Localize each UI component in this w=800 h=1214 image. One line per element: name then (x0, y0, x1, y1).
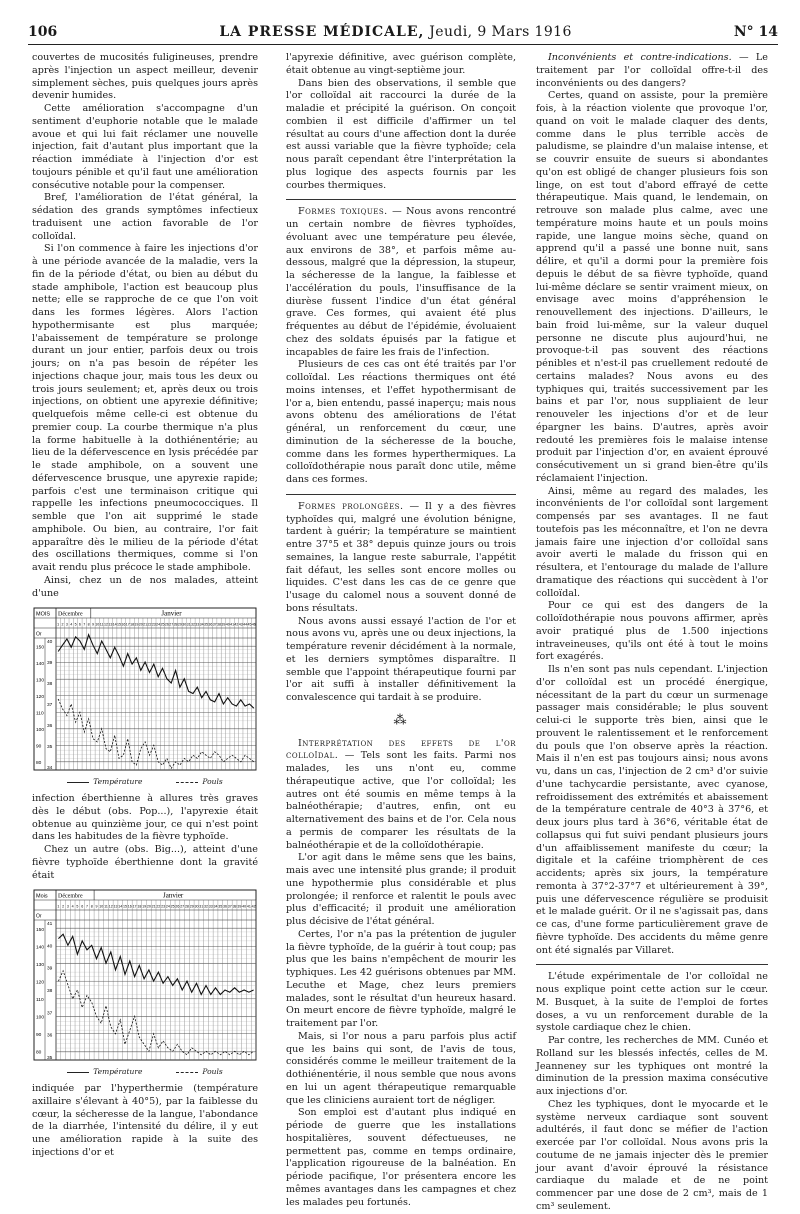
day-tick-label: 24 (156, 622, 161, 627)
day-tick-label: 16 (127, 904, 132, 909)
day-tick-label: 19 (134, 622, 139, 627)
pulse-tick-label: 80 (36, 1050, 42, 1056)
paragraph: indiquée par l'hyperthermie (température axillaire s'élevant à 40°5), par la faiblesse du cœur, la sécheresse de la langue, l'abondance de la diarrhée, l'intensité du délire, il y eut une amélioration rapide à la suite des injections d'or et (32, 1083, 258, 1158)
temperature-tick-label: 37 (47, 1011, 53, 1017)
temperature-tick-label: 35 (47, 745, 53, 751)
day-tick-label: 14 (118, 904, 123, 909)
paragraph-prolonged-forms (286, 501, 516, 616)
day-tick-label: 29 (177, 622, 182, 627)
day-tick-label: 11 (99, 622, 104, 627)
pulse-tick-label: 120 (36, 695, 45, 700)
day-tick-label: 8 (87, 622, 90, 627)
column-3 (536, 52, 768, 1214)
day-tick-label: 23 (151, 622, 156, 627)
month-label: MOIS (36, 611, 51, 618)
day-tick-label: 17 (125, 622, 130, 627)
day-tick-label: 3 (66, 904, 69, 909)
day-tick-label: 26 (164, 622, 169, 627)
day-tick-label: 14 (112, 622, 117, 627)
paragraph: Son emploi est d'autant plus indiqué en période de guerre que les installations hospitalières, souvent défectueuses, ne permettent pas, comme en temps ordinaire, l'application rigoureuse de la balnéation. En période pacifique, l'or présentera encore les mêmes avantages dans les campagnes et chez les malades peu fortunés. (286, 1107, 516, 1208)
day-tick-label: 45 (247, 622, 252, 627)
day-tick-label: 28 (184, 904, 189, 909)
day-tick-label: 20 (138, 622, 143, 627)
pulse-tick-label: 110 (36, 998, 44, 1003)
section-heading-interpretation: Interprétation des effets de l'or colloïdal. (286, 737, 516, 762)
pulse-tick-label: 80 (36, 761, 42, 766)
day-tick-label: 37 (227, 904, 232, 909)
day-tick-label: 35 (218, 904, 223, 909)
day-tick-label: 28 (173, 622, 178, 627)
day-tick-label: 21 (143, 622, 148, 627)
paragraph-interpretation (286, 738, 516, 853)
temperature-chart-1 (32, 606, 258, 789)
day-tick-label: 6 (81, 904, 84, 909)
day-tick-label: 4 (70, 622, 73, 627)
paragraph-toxic-forms (286, 206, 516, 359)
legend-temperature: Température (67, 776, 142, 789)
day-tick-label: 41 (230, 622, 235, 627)
pulse-tick-label: 150 (36, 928, 45, 933)
paragraph: L'étude expérimentale de l'or colloïdal ne nous explique point cette action sur le cœur. M. Busquet, à la suite de l'emploi de fortes doses, a vu un renforcement durable de la systole cardiaque chez le chien. (536, 971, 768, 1034)
day-tick-label: 10 (95, 622, 100, 627)
paragraph-text: — Nous avons rencontré un certain nombre de fièvres typhoïdes, évoluant avec une température peu élevée, aux environs de 38°, et parfois même au-dessous, malgré que la dépression, la stupeur, la sécheresse de la langue, la faiblesse et l'accélération du pouls, l'insuffisance de la diurèse fussent l'indice d'un état général grave. Ces formes, qui avaient été plus fréquentes au début de l'épidémie, évoluaient chez des soldats épuisés par la fatigue et incapables de faire les frais de l'infection. (286, 206, 516, 358)
day-tick-label: 32 (204, 904, 208, 909)
paragraph: Bref, l'amélioration de l'état général, la sédation des grands symptômes infectieux traduisent une action favorable de l'or colloïdal. (32, 192, 258, 242)
day-tick-label: 40 (225, 622, 230, 627)
divider (286, 494, 516, 495)
day-tick-label: 33 (195, 622, 200, 627)
day-tick-label: 36 (223, 904, 228, 909)
paragraph: Certes, l'or n'a pas la prétention de juguler la fièvre typhoïde, de la guérir à tout coup; pas plus que les bains n'empêchent de mourir les typhiques. Les 42 guérisons obtenues par MM. Lecuthe et Mage, chez leurs premiers malades, sont le résultat d'un heureux hasard. On meurt encore de fièvre typhoïde, malgré le traitement par l'or. (286, 928, 516, 1029)
month-label: Janvier (161, 609, 182, 618)
chart-2-svg (32, 888, 258, 1064)
legend-pulse: Pouls (176, 1066, 222, 1079)
day-tick-label: 9 (95, 904, 98, 909)
column-2 (286, 52, 516, 1209)
chart-1-legend (32, 776, 258, 789)
day-tick-label: 22 (147, 622, 152, 627)
day-tick-label: 33 (208, 904, 213, 909)
pulse-tick-label: 140 (36, 662, 45, 667)
paragraph: Par contre, les recherches de MM. Cunéo et Rolland sur les blessés infectés, celles de M. Jeanneney sur les typhiques ont montré la diminution de la pression maxima consécutive aux injections d'or. (536, 1035, 768, 1097)
paragraph-inconvenients (536, 52, 768, 90)
day-tick-label: 34 (213, 904, 218, 909)
day-tick-label: 24 (165, 904, 170, 909)
day-tick-label: 5 (76, 904, 79, 909)
day-tick-label: 46 (251, 622, 256, 627)
day-tick-label: 42 (234, 622, 239, 627)
section-heading-prolonged-forms: Formes prolongées. (298, 500, 404, 512)
day-tick-label: 30 (194, 904, 199, 909)
day-tick-label: 18 (130, 622, 135, 627)
divider (536, 964, 768, 965)
day-tick-label: 32 (190, 622, 195, 627)
paragraph: Dans bien des observations, il semble que l'or colloïdal ait raccourci la durée de la maladie et précipité la guérison. On conçoit combien il est difficile d'affirmer un tel résultat au cours d'une affection dont la durée est aussi variable que la fièvre typhoïde; cela nous paraît cependant être l'interprétation la plus logique des aspects fournis par les courbes thermiques. (286, 77, 516, 191)
paragraph: Ils n'en sont pas nuls cependant. L'injection d'or colloïdal est un procédé énergique, nécessitant de la part du cœur un surmenage passager mais considérable; le plus souvent celui-ci le supporte très bien, ainsi que le prouvent le ralentissement et le renforcement du pouls que l'on observe après la réaction. Mais il n'en est pas toujours ainsi; nous avons vu, dans un cas, l'injection de 2 cm³ d'or suivie d'une tachycardie persistante, avec cyanose, refroidissement des extrémités et abaissement de la température centrale de 40°3 à 37°6, et deux jours plus tard à 36°6, véritable état de collapsus qui fut suivi pendant plusieurs jours d'un affaiblissement manifeste du cœur; la digitale et la caféine triomphèrent de ces accidents; après six jours, la température remonta à 37°2-37°7 et ultérieurement à 39°, puis une défervescence régulière se produisit et le malade guérit. Or il ne s'agissait pas, dans ce cas, d'une forme particulièrement grave de fièvre typhoïde. Des accidents du même genre ont été signalés par Villaret. (536, 664, 768, 956)
paragraph: Nous avons aussi essayé l'action de l'or et nous avons vu, après une ou deux injections, la température revenir décidément à la normale, et les derniers symptômes disparaître. Il semble que l'appoint thérapeutique fourni par l'or ait suffi à installer définitivement la convalescence qui tardait à se produire. (286, 615, 516, 703)
day-tick-label: 38 (232, 904, 237, 909)
day-tick-label: 11 (104, 904, 108, 909)
temperature-tick-label: 40 (47, 640, 53, 646)
divider (286, 199, 516, 200)
day-tick-label: 41 (246, 904, 251, 909)
day-tick-label: 1 (57, 904, 60, 909)
journal-name: LA PRESSE MÉDICALE, (219, 24, 425, 40)
day-tick-label: 16 (121, 622, 126, 627)
day-tick-label: 23 (161, 904, 166, 909)
day-tick-label: 25 (160, 622, 165, 627)
paragraph-text: — Il y a des fièvres typhoïdes qui, malgré une évolution bénigne, tardent à guérir; la température se maintient entre 37°5 et 38° depuis quinze jours ou trois semaines, la langue reste saburrale, l'appétit fait défaut, les selles sont encore molles ou liquides. C'est dans les cas de ce genre que l'usage du calomel nous a souvent donné de bons résultats. (286, 500, 516, 614)
day-tick-label: 4 (71, 904, 74, 909)
pulse-tick-label: 110 (36, 711, 44, 717)
chart-1-svg (32, 606, 258, 774)
day-tick-label: 21 (151, 904, 156, 909)
day-tick-label: 40 (242, 904, 247, 909)
paragraph: Plusieurs de ces cas ont été traités par l'or colloïdal. Les réactions thermiques ont été moins intenses, et l'effet hypothermisant de l'or a, bien entendu, passé inaperçu; mais nous avons obtenu des améliorations de l'état général, un renforcement du cœur, une diminution de la sécheresse de la bouche, comme dans les formes hyperthermiques. La colloïdothérapie nous paraît donc utile, même dans ces formes. (286, 359, 516, 485)
temperature-tick-label: 39 (47, 966, 53, 972)
day-tick-label: 15 (123, 904, 128, 909)
day-tick-label: 30 (182, 622, 187, 627)
section-separator: ⁂ (393, 712, 409, 728)
day-tick-label: 31 (199, 904, 204, 909)
paragraph: Cette amélioration s'accompagne d'un sentiment d'euphorie notable que le malade avoue et qui lui fait réclamer une nouvelle injection, fait d'autant plus important que la réaction immédiate à l'injection d'or est toujours pénible et qu'il faut une amélioration consécutive notable pour la compenser. (32, 103, 258, 191)
month-label: Janvier (163, 891, 184, 900)
temperature-tick-label: 38 (47, 682, 53, 688)
day-tick-label: 17 (132, 904, 137, 909)
paragraph: couvertes de mucosités fuligineuses, prendre après l'injection un aspect meilleur, devenir simplement sèches, puis quelques jours après devenir humides. (32, 52, 258, 102)
day-tick-label: 13 (113, 904, 118, 909)
day-tick-label: 18 (137, 904, 142, 909)
paragraph: Mais, si l'or nous a paru parfois plus actif que les bains qui sont, de l'avis de tous, considérés comme le meilleur traitement de la dothiénentérie, il nous semble que nous avons en lui un agent thérapeutique remarquable que les cliniciens auraient tort de négliger. (286, 1030, 516, 1106)
temperature-chart-2 (32, 888, 258, 1079)
month-label: Décembre (58, 893, 83, 900)
day-tick-label: 8 (90, 904, 93, 909)
temperature-tick-label: 39 (47, 661, 53, 667)
legend-pulse: Pouls (176, 776, 222, 789)
paragraph: l'apyrexie définitive, avec guérison complète, était obtenue au vingt-septième jour. (286, 52, 516, 76)
temperature-tick-label: 41 (47, 922, 53, 928)
day-tick-label: 12 (108, 904, 113, 909)
day-tick-label: 15 (117, 622, 122, 627)
paragraph: Chez les typhiques, dont le myocarde et le système nerveux cardiaque sont souvent adultérés, il faut donc se méfier de l'action exercée par l'or colloïdal. Nous avons pris la coutume de ne jamais injecter dès le premier jour avant d'avoir éprouvé la résistance cardiaque du malade et de ne point commencer par une dose de 2 cm³, mais de 1 cm³ seulement. (536, 1098, 768, 1212)
paragraph: Chez un autre (obs. Big...), atteint d'une fièvre typhoïde éberthienne dont la gravité était (32, 844, 258, 881)
day-tick-label: 20 (146, 904, 151, 909)
day-tick-label: 13 (108, 622, 113, 627)
legend-temperature: Température (67, 1066, 142, 1079)
day-tick-label: 31 (186, 622, 191, 627)
day-tick-label: 43 (238, 622, 243, 627)
pulse-tick-label: 150 (36, 645, 45, 651)
day-tick-label: 25 (170, 904, 175, 909)
day-tick-label: 19 (142, 904, 147, 909)
day-tick-label: 37 (212, 622, 217, 627)
chart-2-legend (32, 1066, 258, 1079)
day-tick-label: 27 (169, 622, 174, 627)
day-tick-label: 34 (199, 622, 204, 627)
pulse-tick-label: 100 (36, 728, 45, 733)
temperature-tick-label: 38 (47, 989, 53, 995)
section-heading-inconvenients: Inconvénients et contre-indications. (548, 52, 732, 63)
paragraph-text: — Le traitement par l'or colloïdal offre-t-il des inconvénients ou des dangers? (536, 52, 768, 89)
day-tick-label: 9 (91, 622, 94, 627)
day-tick-label: 3 (65, 622, 68, 627)
temperature-tick-label: 34 (47, 766, 53, 772)
temperature-tick-label: 37 (47, 703, 53, 709)
pulse-tick-label: 120 (36, 980, 45, 986)
chart-frame (34, 608, 256, 770)
day-tick-label: 39 (237, 904, 242, 909)
temperature-tick-label: 36 (47, 1033, 53, 1039)
paragraph: Pour ce qui est des dangers de la colloïdothérapie nous pouvons affirmer, après avoir pratiqué plus de 1.500 injections intraveineuses, qu'ils ont été à tout le moins fort exagérés. (536, 600, 768, 663)
day-tick-label: 22 (156, 904, 161, 909)
paragraph: Ainsi, chez un de nos malades, atteint d'une (32, 574, 258, 599)
day-tick-label: 12 (104, 622, 108, 627)
pulse-tick-label: 130 (36, 963, 45, 968)
paragraph: Ainsi, même au regard des malades, les inconvénients de l'or colloïdal sont largement compensés par ses avantages. Il ne faut toutefois pas les méconnaître, et l'on ne devra jamais faire une injection d'or colloïdal sans avoir averti le malade du frisson qui en résultera, et l'entourage du malade de l'allure dramatique des réactions qui succèdent à l'or colloïdal. (536, 485, 768, 599)
injection-row-label: Or (36, 913, 42, 920)
page-header (28, 20, 778, 45)
month-label: Décembre (58, 611, 83, 618)
day-tick-label: 27 (180, 904, 185, 909)
temperature-tick-label: 36 (47, 724, 53, 730)
day-tick-label: 36 (208, 622, 213, 627)
day-tick-label: 42 (251, 904, 256, 909)
day-tick-label: 26 (175, 904, 180, 909)
day-tick-label: 7 (83, 622, 86, 627)
day-tick-label: 1 (57, 622, 60, 627)
day-tick-label: 38 (217, 622, 222, 627)
day-tick-label: 10 (99, 904, 104, 909)
pulse-tick-label: 140 (36, 945, 45, 951)
pulse-tick-label: 130 (36, 678, 45, 684)
day-tick-label: 29 (189, 904, 194, 909)
temperature-tick-label: 35 (47, 1056, 53, 1062)
day-tick-label: 2 (61, 622, 64, 627)
day-tick-label: 6 (78, 622, 81, 627)
page-number: 106 (28, 24, 58, 40)
injection-row-label: Or (36, 631, 42, 638)
running-title (219, 24, 571, 40)
paragraph: infection éberthienne à allures très graves dès le début (obs. Pop...), l'apyrexie était obtenue au quinzième jour, ce qui n'est point dans les habitudes de la fièvre typhoïde. (32, 793, 258, 843)
paragraph: Si l'on commence à faire les injections d'or à une période avancée de la maladie, vers la fin de la période d'état, ou bien au début du stade amphibole, l'action est beaucoup plus nette; elle se rapproche de ce que l'on voit dans les formes légères. Alors l'action hypothermisante est plus marquée; l'abaissement de température se prolonge durant un jour entier, parfois deux ou trois jours; on n'a pas besoin de répéter les injections chaque jour, mais tous les deux ou trois jours seulement; et, après deux ou trois injections, on obtient une apyrexie définitive; quelquefois même celle-ci est obtenue du premier coup. La courbe thermique n'a plus la forme habituelle à la dothiénentérie; au lieu de la défervescence en lysis précédée par le stade amphibole, on a souvent une défervescence brusque, une apyrexie rapide; parfois c'est une terminaison critique qui rappelle les infections pneumococciques. Il semble que l'on ait supprimé le stade amphibole. Ou bien, au contraire, l'or fait apparaître dès le milieu de la période d'état des oscillations thermiques, comme si l'on avait rendu plus précoce le stade amphibole. (32, 243, 258, 573)
day-tick-label: 44 (243, 622, 248, 627)
issue-number: N° 14 (733, 24, 778, 40)
month-label: Mois (36, 893, 48, 900)
day-tick-label: 7 (85, 904, 88, 909)
pulse-tick-label: 100 (36, 1015, 45, 1021)
day-tick-label: 5 (74, 622, 77, 627)
day-tick-label: 2 (62, 904, 65, 909)
day-tick-label: 35 (204, 622, 208, 627)
column-1 (32, 52, 258, 1160)
paragraph-text: — Tels sont les faits. Parmi nos malades, les uns n'ont eu, comme thérapeutique active, que l'or colloïdal; les autres ont été soumis en même temps à la balnéothérapie; d'autres, enfin, ont eu alternativement des bains et de l'or. Cela nous a permis de comparer les résultats de la balnéothérapie et de la colloïdothérapie. (286, 750, 516, 851)
day-tick-label: 39 (221, 622, 226, 627)
section-heading-toxic-forms: Formes toxiques. (298, 206, 388, 218)
paragraph: L'or agit dans le même sens que les bains, mais avec une intensité plus grande; il produit une hypothermie plus considérable et plus prolongée; il renforce et ralentit le pouls avec plus d'efficacité; il produit une amélioration plus décisive de l'état général. (286, 852, 516, 927)
pulse-tick-label: 90 (36, 744, 42, 750)
temperature-tick-label: 40 (47, 944, 53, 950)
paragraph: Certes, quand on assiste, pour la première fois, à la réaction violente que provoque l'or, quand on voit le malade claquer des dents, comme dans le plus terrible accès de paludisme, se plaindre d'un malaise intense, et se couvrir ensuite de sueurs si abondantes qu'on est obligé de changer plusieurs fois son linge, on est tout d'abord effrayé de cette thérapeutique. Mais quand, le lendemain, on retrouve son malade plus calme, avec une température moins haute et un pouls moins rapide, une langue moins sèche, quand on apprend qu'il a passé une bonne nuit, sans délire, et qu'il a dormi pour la première fois depuis le début de sa fièvre typhoïde, quand lui-même déclare se sentir vraiment mieux, on envisage avec moins d'appréhension le renouvellement des injections. D'ailleurs, le bain froid lui-même, sur la valeur duquel personne ne discute plus aujourd'hui, ne provoque-t-il pas souvent des réactions pénibles et n'est-il pas cruellement redouté de certains malades? Nous avons eu des typhiques qui, traités successivement par les bains et par l'or, nous suppliaient de leur renouveler les injections d'or et de leur épargner les bains. D'autres, après avoir redouté les premières fois le malaise intense produit par l'injection d'or, en avaient éprouvé consécutivement un si grand bien-être qu'ils réclamaient l'injection. (536, 90, 768, 484)
issue-date: Jeudi, 9 Mars 1916 (429, 24, 572, 40)
pulse-tick-label: 90 (36, 1033, 42, 1038)
